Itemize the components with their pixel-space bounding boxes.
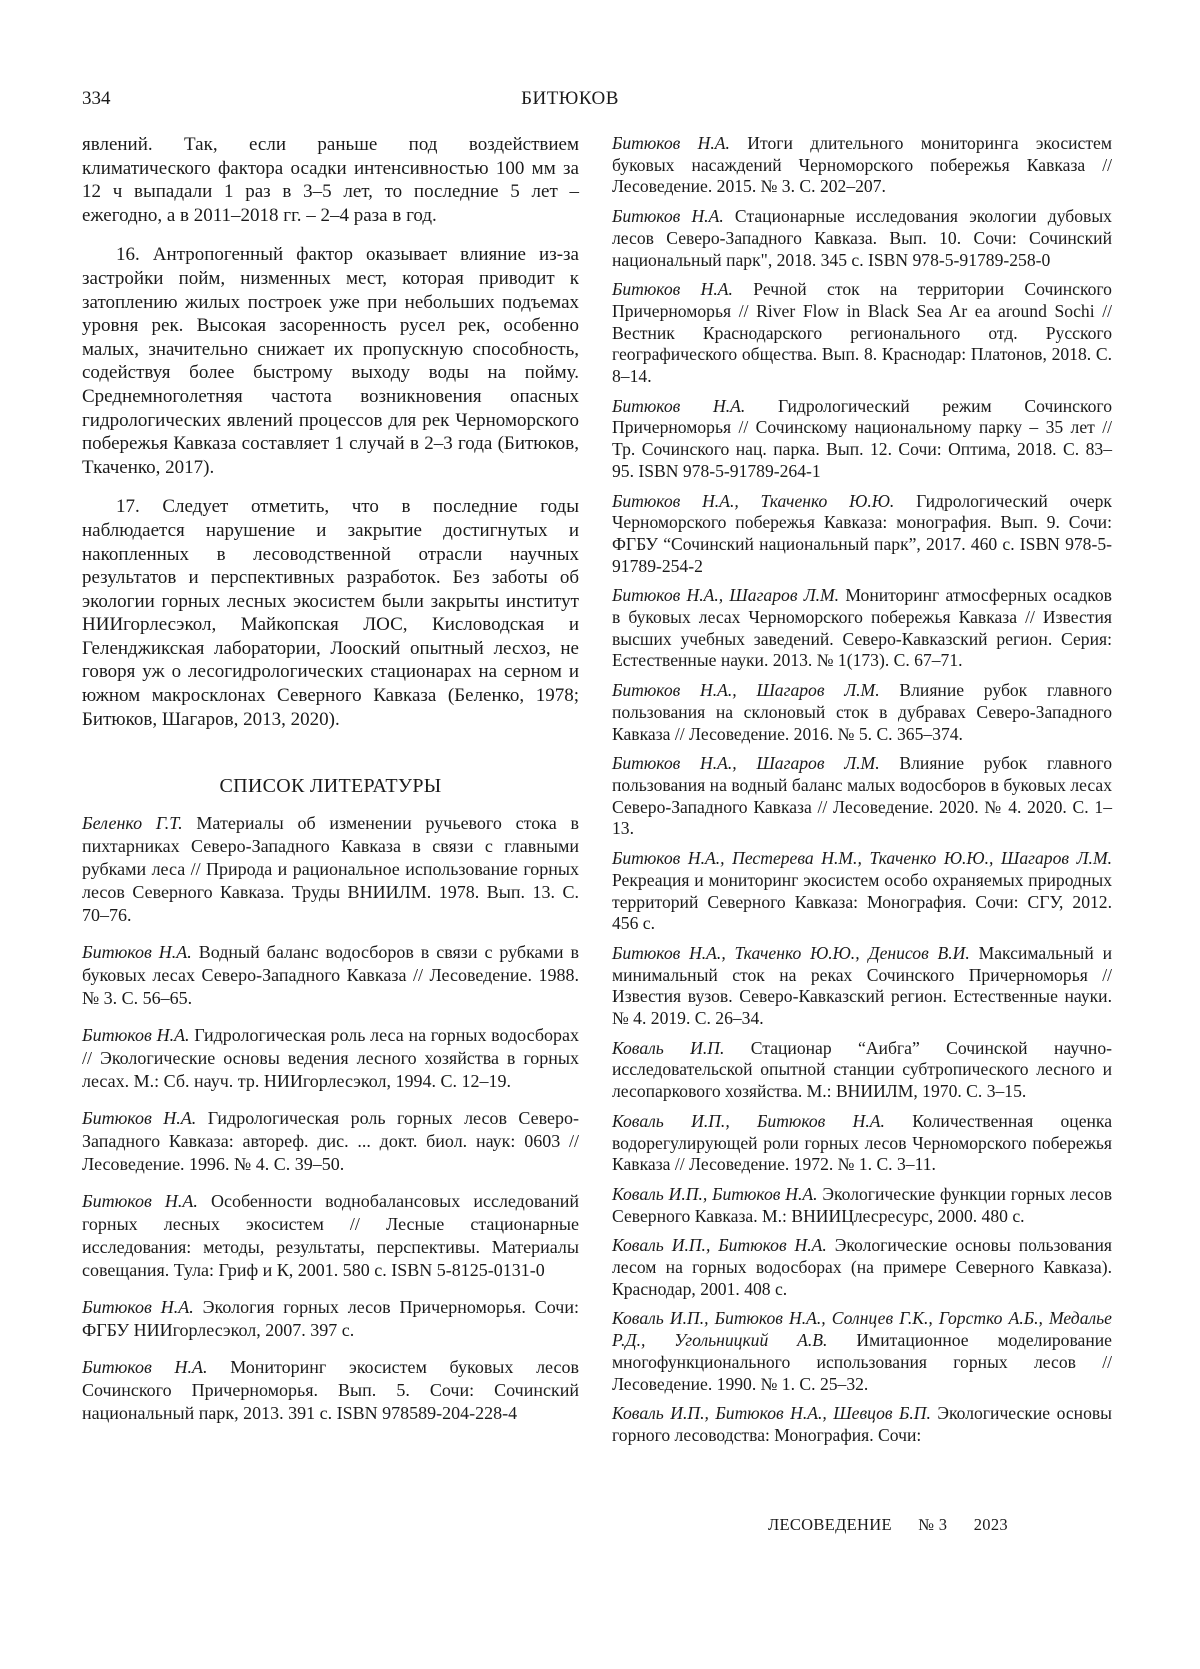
reference-item (612, 1235, 1112, 1300)
reference-item (82, 1024, 579, 1093)
references-list-right (612, 133, 1112, 1447)
reference-authors: Битюков Н.А., Шагаров Л.М. (612, 585, 839, 605)
reference-item (82, 1107, 579, 1176)
reference-authors: Битюков Н.А., Шагаров Л.М. (612, 753, 880, 773)
reference-authors: Битюков Н.А. (82, 1191, 198, 1211)
reference-item (612, 396, 1112, 483)
reference-text: Влияние рубок главного пользования на водный баланс малых водосборов в буковых лесах Северо-Западного Кавказа // Лесоведение. 2020. № 4. 2020. С. 1–13. (612, 753, 1112, 838)
reference-item (612, 943, 1112, 1030)
reference-text: Гидрологический очерк Черноморского побережья Кавказа: монография. Вып. 9. Сочи: ФГБУ “Сочинский национальный парк”, 2017. 460 с. ISBN 978-5-91789-254-2 (612, 491, 1112, 576)
reference-text: Материалы об изменении ручьевого стока в пихтарниках Северо-Западного Кавказа в связи с главными рубками леса // Природа и рациональное использование горных лесов Северного Кавказа. Труды ВНИИЛМ. 1978. Вып. 13. С. 70–76. (82, 813, 579, 925)
reference-text: Рекреация и мониторинг экосистем особо охраняемых природных территорий Северного Кавказа: Монография. Сочи: СГУ, 2012. 456 с. (612, 870, 1112, 933)
reference-text: Влияние рубок главного пользования на склоновый сток в дубравах Северо-Западного Кавказа // Лесоведение. 2016. № 5. С. 365–374. (612, 680, 1112, 743)
page-number: 334 (82, 88, 111, 110)
reference-text: Особенности воднобалансовых исследований горных лесных экосистем // Лесные стационарные исследования: методы, результаты, перспективы. Материалы совещания. Тула: Гриф и К, 2001. 580 с. ISBN 5-8125-0131-0 (82, 1191, 579, 1280)
page-footer (768, 1515, 1030, 1535)
reference-text: Итоги длительного мониторинга экосистем буковых насаждений Черноморского побережья Кавказа // Лесоведение. 2015. № 3. С. 202–207. (612, 133, 1112, 196)
reference-item (612, 279, 1112, 388)
reference-authors: Битюков Н.А. (82, 942, 192, 962)
reference-authors: Битюков Н.А., Пестерева Н.М., Ткаченко Ю.Ю., Шагаров Л.М. (612, 848, 1112, 868)
reference-text: Количественная оценка водорегулирующей роли горных лесов Черноморского побережья Кавказа // Лесоведение. 1972. № 1. С. 3–11. (612, 1111, 1112, 1174)
reference-text: Экологические функции горных лесов Северного Кавказа. М.: ВНИИЦлесресурс, 2000. 480 с. (612, 1184, 1112, 1226)
reference-text: Речной сток на территории Сочинского Причерноморья // River Flow in Black Sea Ar ea around Sochi // Вестник Краснодарского регионального отд. Русского географического общества. Вып. 8. Краснодар: Платонов, 2018. С. 8–14. (612, 279, 1112, 386)
reference-text: Стационарные исследования экологии дубовых лесов Северо-Западного Кавказа. Вып. 10. Сочи: Сочинский национальный парк", 2018. 345 с. ISBN 978-5-91789-258-0 (612, 206, 1112, 269)
running-title (0, 88, 1200, 110)
reference-item (82, 812, 579, 927)
reference-text: Максимальный и минимальный сток на реках Сочинского Причерноморья // Известия вузов. Северо-Кавказский регион. Естественные науки. № 4. 2019. С. 26–34. (612, 943, 1112, 1028)
reference-item (612, 1308, 1112, 1395)
footer-year: 2023 (974, 1515, 1008, 1534)
reference-text: Имитационное моделирование многофункционального использования горных лесов // Лесоведение. 1990. № 1. С. 25–32. (612, 1330, 1112, 1393)
reference-authors: Битюков Н.А. (612, 279, 733, 299)
reference-text: Экологические основы пользования лесом на горных водосборах (на примере Северного Кавказа). Краснодар, 2001. 408 с. (612, 1235, 1112, 1298)
reference-authors: Коваль И.П., Битюков Н.А., Солнцев Г.К., Горстко А.Б., Медалье Р.Д., Угольницкий А.В. (612, 1308, 1112, 1350)
reference-authors: Битюков Н.А., Ткаченко Ю.Ю. (612, 491, 894, 511)
reference-authors: Битюков Н.А. (82, 1357, 208, 1377)
reference-text: Водный баланс водосборов в связи с рубками в буковых лесах Северо-Западного Кавказа // Лесоведение. 1988. № 3. С. 56–65. (82, 942, 579, 1008)
reference-item (612, 133, 1112, 198)
reference-authors: Битюков Н.А., Ткаченко Ю.Ю., Денисов В.И. (612, 943, 970, 963)
reference-authors: Коваль И.П., Битюков Н.А. (612, 1235, 827, 1255)
reference-item (82, 1296, 579, 1342)
reference-text: Гидрологическая роль горных лесов Северо-Западного Кавказа: автореф. дис. ... докт. биол. наук: 0603 // Лесоведение. 1996. № 4. С. 39–50. (82, 1108, 579, 1174)
reference-text: Мониторинг атмосферных осадков в буковых лесах Черноморского побережья Кавказа // Известия высших учебных заведений. Северо-Кавказский регион. Серия: Естественные науки. 2013. № 1(173). С. 67–71. (612, 585, 1112, 670)
running-title-text: БИТЮКОВ (521, 88, 619, 109)
footer-issue: № 3 (918, 1515, 947, 1534)
footer-journal: ЛЕСОВЕДЕНИЕ (768, 1515, 892, 1534)
reference-item (612, 1403, 1112, 1446)
reference-authors: Беленко Г.Т. (82, 813, 183, 833)
reference-text: Гидрологическая роль леса на горных водосборах // Экологические основы ведения лесного хозяйства в горных лесах. М.: Сб. науч. тр. НИИгорлесэкол, 1994. С. 12–19. (82, 1025, 579, 1091)
reference-authors: Битюков Н.А., Шагаров Л.М. (612, 680, 880, 700)
references-list-left (82, 812, 579, 1425)
left-column (82, 133, 579, 1439)
reference-authors: Битюков Н.А. (82, 1108, 196, 1128)
reference-text: Гидрологический режим Сочинского Причерноморья // Сочинскому национальному парку – 35 лет // Тр. Сочинского нац. парка. Вып. 12. Сочи: Оптима, 2018. С. 83–95. ISBN 978-5-91789-264-1 (612, 396, 1112, 481)
reference-item (612, 680, 1112, 745)
reference-item (612, 1111, 1112, 1176)
reference-authors: Битюков Н.А. (612, 396, 745, 416)
reference-item (612, 1038, 1112, 1103)
reference-text: Стационар “Аибга” Сочинской научно-исследовательской опытной станции субтропического лесного и лесопаркового хозяйства. М.: ВНИИЛМ, 1970. С. 3–15. (612, 1038, 1112, 1101)
reference-authors: Коваль И.П., Битюков Н.А. (612, 1184, 818, 1204)
body-paragraph: явлений. Так, если раньше под воздействием климатического фактора осадки интенсивностью 100 мм за 12 ч выпадали 1 раз в 3–5 лет, то последние 5 лет – ежегодно, а в 2011–2018 гг. – 2–4 раза в год. (82, 133, 579, 227)
reference-authors: Битюков Н.А. (82, 1025, 190, 1045)
reference-item (612, 491, 1112, 578)
references-heading: СПИСОК ЛИТЕРАТУРЫ (82, 775, 579, 798)
reference-item (82, 1356, 579, 1425)
reference-item (612, 585, 1112, 672)
body-paragraph: 16. Антропогенный фактор оказывает влияние из-за застройки пойм, низменных мест, которая приводит к затоплению жилых построек уже при небольших подъемах уровня рек. Высокая засоренность русел рек, особенно малых, значительно снижает их пропускную способность, содействуя более быстрому выходу воды на пойму. Среднемноголетняя частота возникновения опасных гидрологических явлений процессов для рек Черноморского побережья Кавказа составляет 1 случай в 2–3 года (Битюков, Ткаченко, 2017). (82, 243, 579, 479)
reference-authors: Битюков Н.А. (82, 1297, 194, 1317)
reference-item (82, 1190, 579, 1282)
reference-text: Мониторинг экосистем буковых лесов Сочинского Причерноморья. Вып. 5. Сочи: Сочинский национальный парк, 2013. 391 с. ISBN 978589-204-228-4 (82, 1357, 579, 1423)
reference-authors: Коваль И.П. (612, 1038, 724, 1058)
reference-item (612, 1184, 1112, 1227)
reference-text: Экология горных лесов Причерноморья. Сочи: ФГБУ НИИгорлесэкол, 2007. 397 с. (82, 1297, 579, 1340)
reference-item (82, 941, 579, 1010)
reference-authors: Битюков Н.А. (612, 206, 724, 226)
right-column (612, 133, 1112, 1455)
reference-authors: Битюков Н.А. (612, 133, 730, 153)
reference-item (612, 848, 1112, 935)
reference-authors: Коваль И.П., Битюков Н.А., Шевцов Б.П. (612, 1403, 931, 1423)
body-paragraph: 17. Следует отметить, что в последние годы наблюдается нарушение и закрытие достигнутых и накопленных в лесоводственной отрасли научных результатов и перспективных разработок. Без заботы об экологии горных лесных экосистем были закрыты институт НИИгорлесэкол, Майкопская ЛОС, Кисловодская и Геленджикская лаборатории, Лооский опытный лесхоз, не говоря уж о лесогидрологических стационарах на серном и южном макросклонах Северного Кавказа (Беленко, 1978; Битюков, Шагаров, 2013, 2020). (82, 495, 579, 731)
reference-item (612, 206, 1112, 271)
reference-authors: Коваль И.П., Битюков Н.А. (612, 1111, 885, 1131)
reference-text: Экологические основы горного лесоводства: Монография. Сочи: (612, 1403, 1112, 1445)
reference-item (612, 753, 1112, 840)
